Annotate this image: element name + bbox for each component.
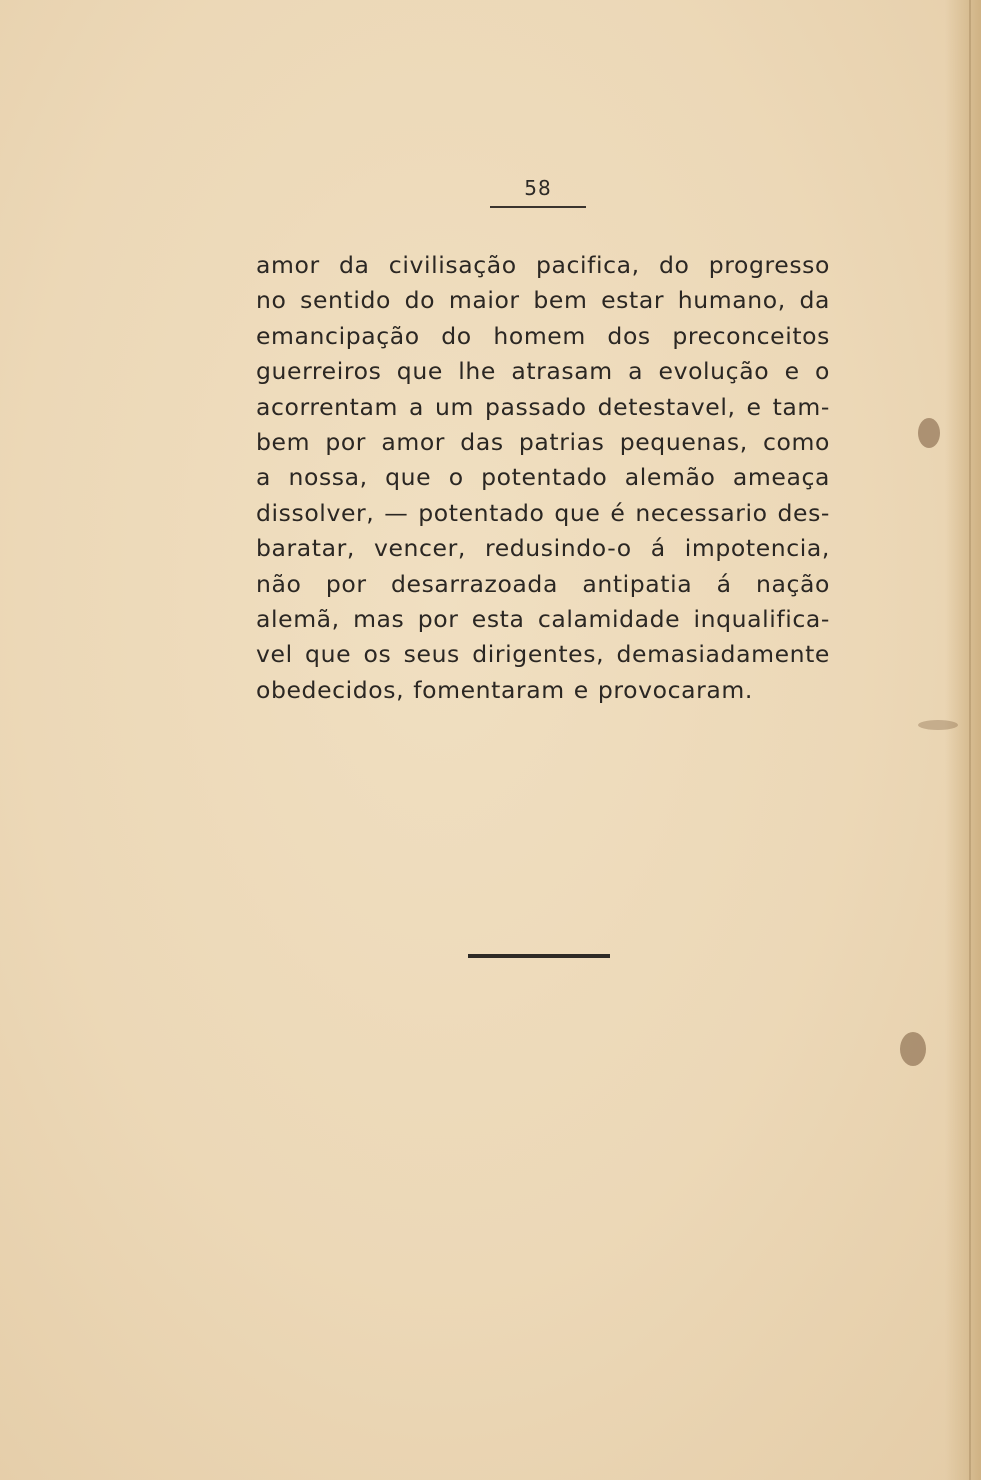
text-line: a nossa, que o potentado alemão ameaça <box>256 463 830 492</box>
paper-damage-mark <box>918 418 940 448</box>
page-edge-shadow <box>945 0 981 1480</box>
paper-damage-mark <box>900 1032 926 1066</box>
text-line: amor da civilisação pacifica, do progresso <box>256 251 830 279</box>
end-rule <box>468 954 610 958</box>
paper-damage-mark <box>918 720 958 730</box>
text-line: dissolver, — potentado que é necessario des- <box>256 498 830 527</box>
text-line: não por desarrazoada antipatia á nação <box>256 569 830 598</box>
text-line: no sentido do maior bem estar humano, da <box>256 286 830 315</box>
text-line: bem por amor das patrias pequenas, como <box>256 427 830 456</box>
text-line: guerreiros que lhe atrasam a evolução e o <box>256 357 830 386</box>
page-number: 58 <box>524 176 552 200</box>
body-paragraph <box>256 248 830 708</box>
page-number-rule <box>490 206 586 208</box>
text-line: baratar, vencer, redusindo-o á impotencia, <box>256 534 830 563</box>
text-line: acorrentam a um passado detestavel, e tam- <box>256 392 830 421</box>
page-edge-line <box>969 0 971 1480</box>
text-line: obedecidos, fomentaram e provocaram. <box>256 675 753 704</box>
text-line: vel que os seus dirigentes, demasiadamente <box>256 640 830 669</box>
text-line: emancipação do homem dos preconceitos <box>256 321 830 350</box>
text-line: alemã, mas por esta calamidade inqualifica- <box>256 604 830 633</box>
